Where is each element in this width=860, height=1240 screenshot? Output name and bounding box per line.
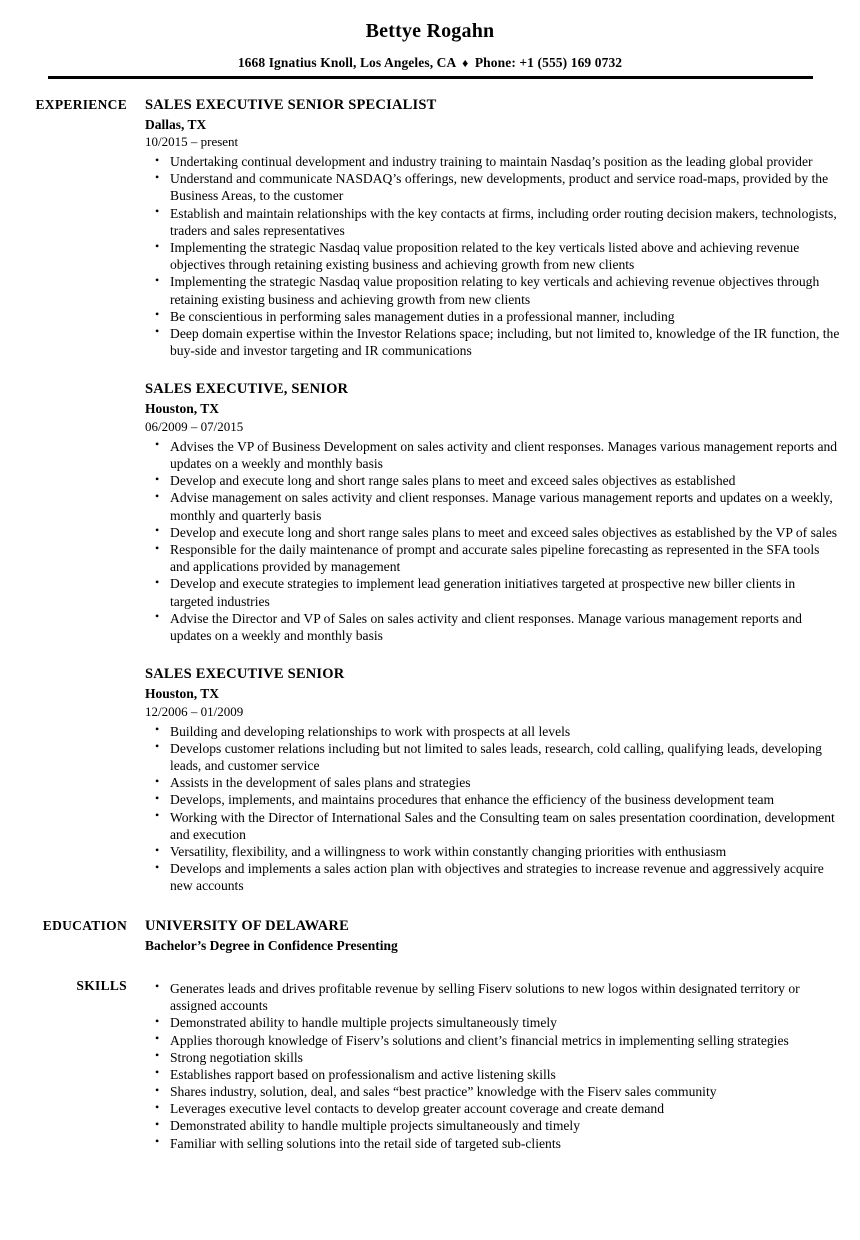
skill-bullet: • Demonstrated ability to handle multiple projects simultaneously and timely [145, 1117, 840, 1134]
job-location: Dallas, TX [145, 116, 207, 132]
job-bullet: • Assists in the development of sales plans and strategies [145, 774, 840, 791]
job-dates: 12/2006 – 01/2009 [145, 703, 244, 719]
job-title: SALES EXECUTIVE SENIOR SPECIALIST [145, 96, 437, 113]
section-label-education: EDUCATION [42, 917, 127, 933]
skill-bullet: • Generates leads and drives profitable revenue by selling Fiserv solutions to new logos within designated territory or assigned accounts [145, 980, 840, 1014]
section-skills [0, 977, 860, 1152]
job-bullet-list [145, 153, 840, 359]
job-location: Houston, TX [145, 401, 220, 417]
address-text: 1668 Ignatius Knoll, Los Angeles, CA [237, 55, 456, 70]
skill-bullet: • Strong negotiation skills [145, 1049, 840, 1066]
header-divider [48, 76, 813, 79]
experience-entries [145, 96, 860, 895]
job-bullet: • Advise the Director and VP of Sales on sales activity and client responses. Manage various management reports and updates on a weekly and monthly basis [145, 610, 840, 644]
skills-bullet-list [145, 980, 840, 1152]
job-bullet: • Undertaking continual development and industry training to maintain Nasdaq’s position as the leading global provider [145, 153, 840, 170]
job-entry [145, 96, 840, 360]
job-bullet: • Establish and maintain relationships with the key contacts at firms, including order routing decision makers, technologists, traders and sales representatives [145, 205, 840, 239]
job-bullet: • Be conscientious in performing sales management duties in a professional manner, including [145, 308, 840, 325]
skill-bullet: • Shares industry, solution, deal, and sales “best practice” knowledge with the Fiserv sales community [145, 1083, 840, 1100]
education-school: UNIVERSITY OF DELAWARE [145, 917, 349, 934]
job-bullet: • Deep domain expertise within the Investor Relations space; including, but not limited to, knowledge of the IR function, the buy-side and investor targeting and IR communications [145, 325, 840, 359]
job-bullet: • Develop and execute strategies to implement lead generation initiatives targeted at prospective new biller clients in targeted industries [145, 575, 840, 609]
job-dates: 06/2009 – 07/2015 [145, 418, 244, 434]
contact-line [0, 55, 860, 71]
job-bullet: • Working with the Director of International Sales and the Consulting team on sales presentation coordination, development and execution [145, 809, 840, 843]
skill-bullet: • Applies thorough knowledge of Fiserv’s solutions and client’s financial metrics in implementing selling strategies [145, 1032, 840, 1049]
job-bullet-list [145, 438, 840, 644]
job-bullet: • Advises the VP of Business Development on sales activity and client responses. Manages various management reports and updates on a weekly and monthly basis [145, 438, 840, 472]
job-bullet: • Advise management on sales activity and client responses. Manage various management reports and updates on a weekly, monthly and quarterly basis [145, 489, 840, 523]
job-dates: 10/2015 – present [145, 134, 239, 150]
job-bullet: • Understand and communicate NASDAQ’s offerings, new developments, product and service road-maps, provided by the Business Areas, to the customer [145, 170, 840, 204]
job-entry [145, 665, 840, 894]
job-bullet: • Develops, implements, and maintains procedures that enhance the efficiency of the business development team [145, 791, 840, 808]
skill-bullet: • Demonstrated ability to handle multiple projects simultaneously timely [145, 1014, 840, 1031]
job-bullet-list [145, 723, 840, 895]
job-bullet: • Develop and execute long and short range sales plans to meet and exceed sales objectives as established by the VP of sales [145, 524, 840, 541]
job-bullet: • Building and developing relationships to work with prospects at all levels [145, 723, 840, 740]
job-bullet: • Develop and execute long and short range sales plans to meet and exceed sales objectives as established [145, 472, 840, 489]
resume-header [0, 0, 860, 79]
resume-content [0, 96, 860, 1152]
education-entries [145, 917, 860, 955]
job-bullet: • Develops and implements a sales action plan with objectives and strategies to increase revenue and aggressively acquire new accounts [145, 860, 840, 894]
job-title: SALES EXECUTIVE SENIOR [145, 666, 345, 683]
job-bullet: • Versatility, flexibility, and a willingness to work within constantly changing priorities with enthusiasm [145, 843, 840, 860]
job-bullet: • Implementing the strategic Nasdaq value proposition related to the key verticals listed above and achieving revenue objectives through retaining existing business and achieving growth from new clients [145, 239, 840, 273]
section-education [0, 917, 860, 955]
section-experience [0, 96, 860, 895]
candidate-name: Bettye Rogahn [365, 20, 495, 42]
skills-entries [145, 977, 860, 1152]
job-bullet: • Implementing the strategic Nasdaq value proposition relating to key verticals and achieving revenue objectives through retaining existing business and achieving growth from new clients [145, 273, 840, 307]
skill-bullet: • Leverages executive level contacts to develop greater account coverage and create demand [145, 1100, 840, 1117]
phone-text: Phone: +1 (555) 169 0732 [474, 55, 623, 70]
job-bullet: • Develops customer relations including but not limited to sales leads, research, cold calling, qualifying leads, developing leads, and customer service [145, 740, 840, 774]
job-entry [145, 380, 840, 644]
job-title: SALES EXECUTIVE, SENIOR [145, 381, 349, 398]
skill-bullet: • Familiar with selling solutions into the retail side of targeted sub-clients [145, 1135, 840, 1152]
skill-bullet: • Establishes rapport based on professionalism and active listening skills [145, 1066, 840, 1083]
section-label-skills: SKILLS [76, 977, 127, 993]
education-degree: Bachelor’s Degree in Confidence Presenting [145, 938, 398, 954]
job-location: Houston, TX [145, 686, 220, 702]
section-label-experience: EXPERIENCE [35, 96, 127, 112]
diamond-separator-icon: ♦ [462, 56, 469, 70]
job-bullet: • Responsible for the daily maintenance of prompt and accurate sales pipeline forecasting as represented in the SFA tools and applications provided by management [145, 541, 840, 575]
